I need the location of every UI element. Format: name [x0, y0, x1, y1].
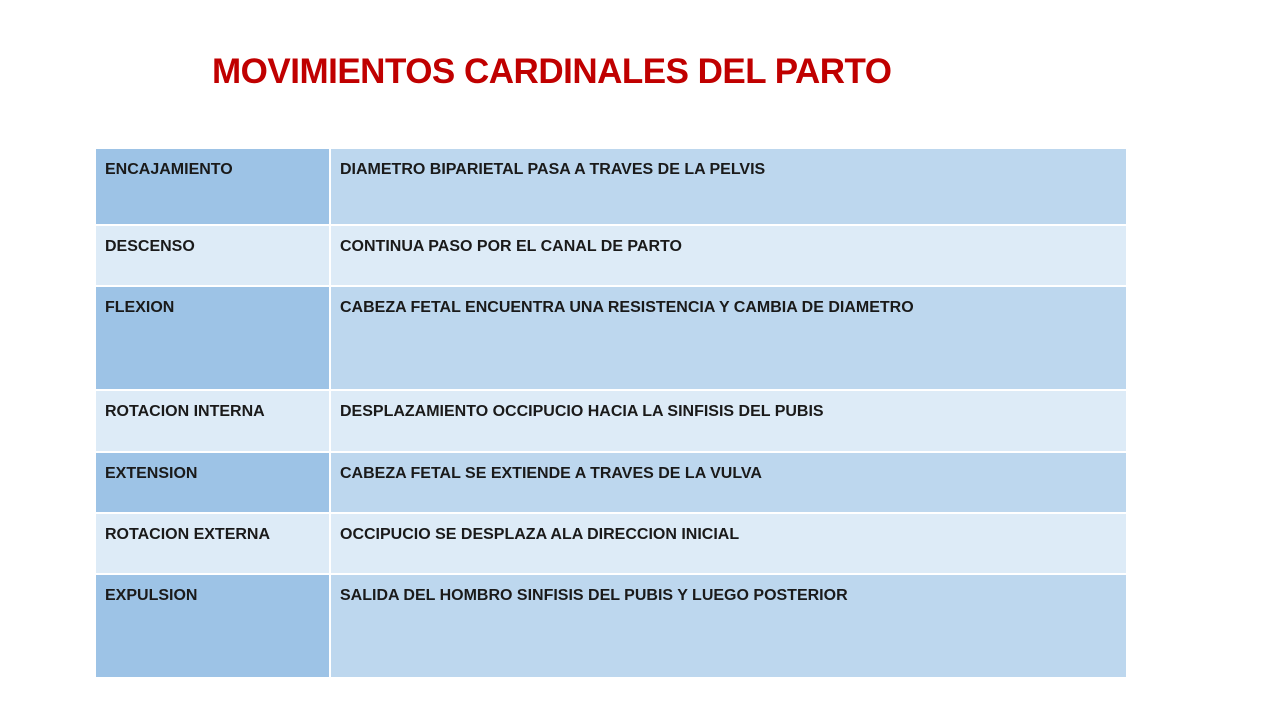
- description-cell: OCCIPUCIO SE DESPLAZA ALA DIRECCION INICIAL: [330, 513, 1127, 574]
- table-row: [95, 574, 1127, 678]
- table-row: [95, 225, 1127, 286]
- movements-table: [94, 147, 1128, 679]
- description-cell: DESPLAZAMIENTO OCCIPUCIO HACIA LA SINFISIS DEL PUBIS: [330, 390, 1127, 452]
- description-cell: CABEZA FETAL SE EXTIENDE A TRAVES DE LA VULVA: [330, 452, 1127, 513]
- table-row: [95, 286, 1127, 390]
- movement-cell: ROTACION INTERNA: [95, 390, 330, 452]
- table-row: [95, 452, 1127, 513]
- movement-cell: DESCENSO: [95, 225, 330, 286]
- table-row: [95, 148, 1127, 225]
- description-cell: SALIDA DEL HOMBRO SINFISIS DEL PUBIS Y LUEGO POSTERIOR: [330, 574, 1127, 678]
- slide-title: MOVIMIENTOS CARDINALES DEL PARTO: [212, 52, 892, 91]
- movement-cell: EXPULSION: [95, 574, 330, 678]
- description-cell: CONTINUA PASO POR EL CANAL DE PARTO: [330, 225, 1127, 286]
- description-cell: CABEZA FETAL ENCUENTRA UNA RESISTENCIA Y CAMBIA DE DIAMETRO: [330, 286, 1127, 390]
- movement-cell: ROTACION EXTERNA: [95, 513, 330, 574]
- movement-cell: FLEXION: [95, 286, 330, 390]
- table-row: [95, 390, 1127, 452]
- description-cell: DIAMETRO BIPARIETAL PASA A TRAVES DE LA PELVIS: [330, 148, 1127, 225]
- table-row: [95, 513, 1127, 574]
- movement-cell: EXTENSION: [95, 452, 330, 513]
- movement-cell: ENCAJAMIENTO: [95, 148, 330, 225]
